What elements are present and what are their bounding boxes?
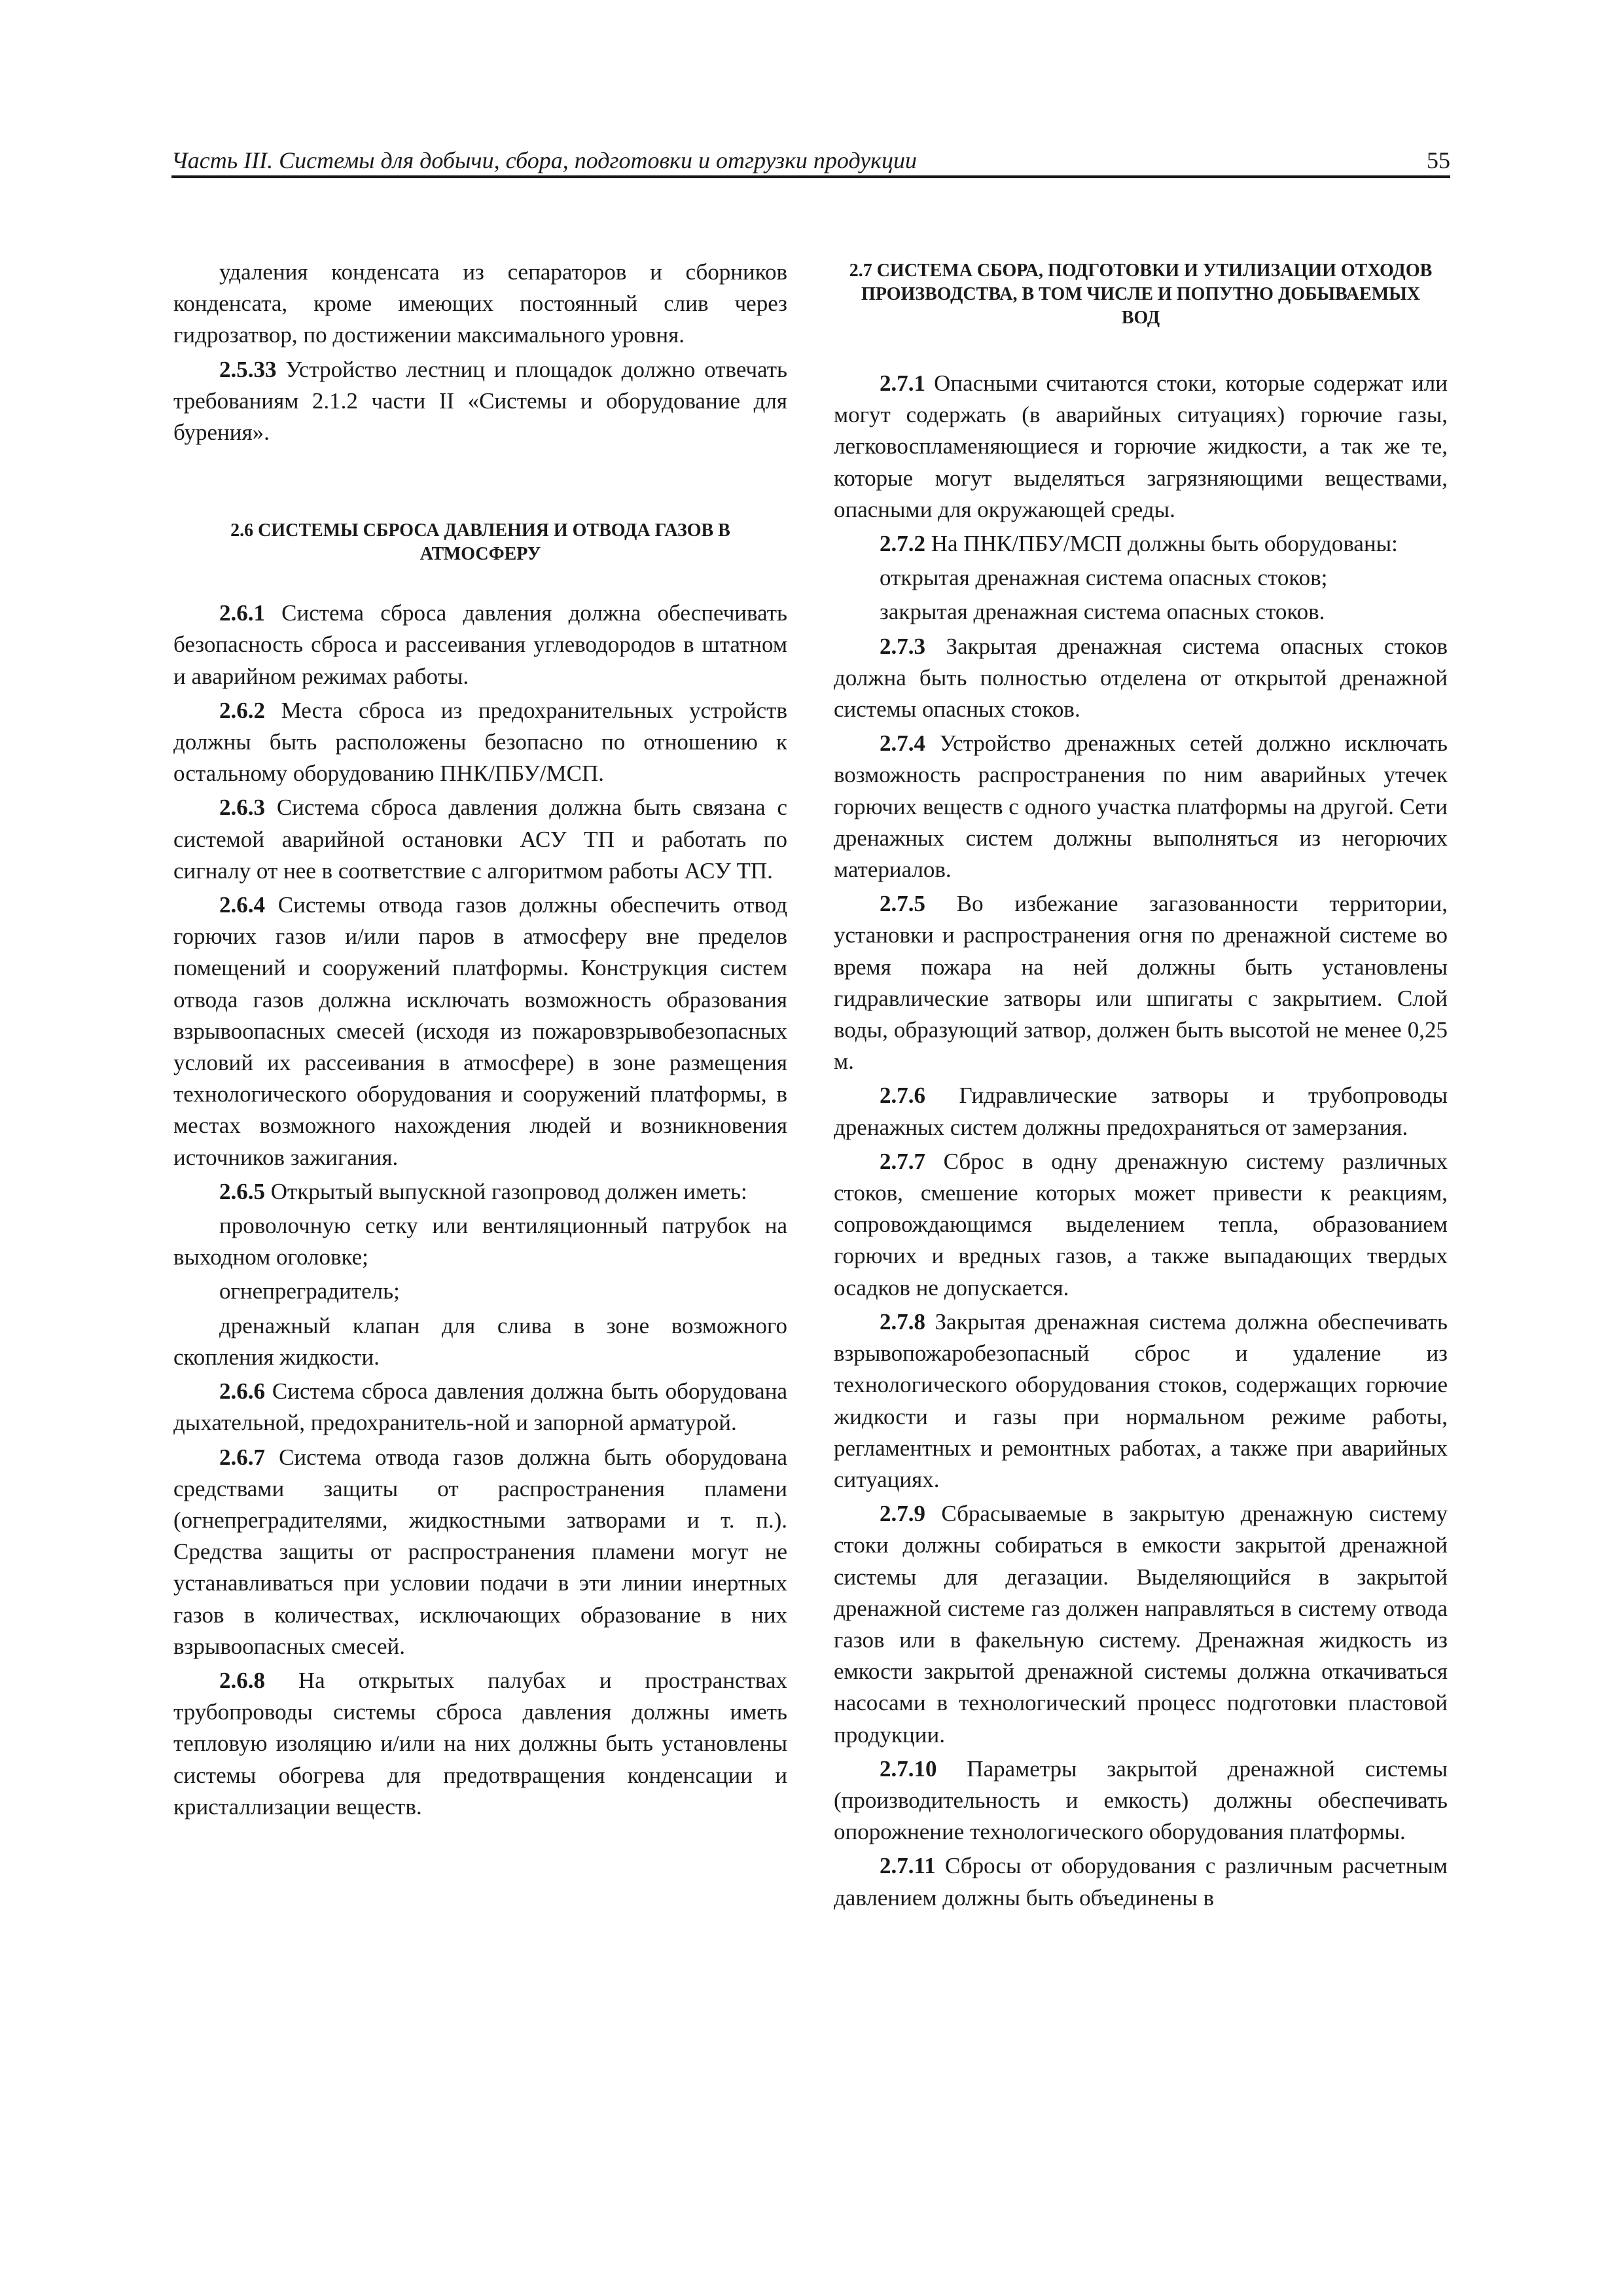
paragraph-2-7-5: 2.7.5 Во избежание загазованности территории, установки и распространения огня по дренажной системе во время пожара на ней должны быть установлены гидравлические затворы или шпигаты с закрытием. Слой воды, образующий затвор, должен быть высотой не менее 0,25 м. (834, 891, 1448, 1075)
paragraph-2-6-5: 2.6.5 Открытый выпускной газопровод должен иметь: (219, 1178, 747, 1204)
paragraph-2-6-7: 2.6.7 Система отвода газов должна быть оборудована средствами защиты от распространения пламени (огнепреградителями, жидкостными затворами и т. п.). Средства защиты от распространения пламени могут не устанавливаться при условии подачи в эти линии инертных газов в количествах, исключающих образование в них взрывоопасных смесей. (173, 1444, 787, 1659)
list-item: дренажный клапан для слива в зоне возможного скопления жидкости. (173, 1312, 787, 1370)
clause-number: 2.7.8 (880, 1308, 925, 1335)
paragraph: удаления конденсата из сепараторов и сборников конденсата, кроме имеющих постоянный слив через гидрозатвор, по достижении максимального уровня. (173, 259, 787, 348)
section-heading-2-6: 2.6 СИСТЕМЫ СБРОСА ДАВЛЕНИЯ И ОТВОДА ГАЗОВ В АТМОСФЕРУ (230, 520, 730, 565)
paragraph-2-6-2: 2.6.2 Места сброса из предохранительных устройств должны быть расположены безопасно по отношению к остальному оборудованию ПНК/ПБУ/МСП. (173, 697, 787, 787)
running-header (171, 145, 1450, 178)
clause-number: 2.7.7 (880, 1148, 925, 1174)
right-column (834, 257, 1448, 1914)
paragraph-2-7-1: 2.7.1 Опасными считаются стоки, которые содержат или могут содержать (в аварийных ситуациях) горючие газы, легковоспламеняющиеся и горючие жидкости, а так же те, которые могут выделяться загрязняющими веществами, опасными для окружающей среды. (834, 370, 1448, 522)
clause-number: 2.6.3 (219, 795, 265, 821)
clause-number: 2.7.1 (880, 370, 925, 396)
paragraph-2-6-6: 2.6.6 Система сброса давления должна быть оборудована дыхательной, предохранитель-ной и запорной арматурой. (173, 1378, 787, 1436)
paragraph-2-6-8: 2.6.8 На открытых палубах и пространствах трубопроводы системы сброса давления должны иметь тепловую изоляцию и/или на них должны быть установлены системы обогрева для предотвращения конденсации и кристаллизации веществ. (173, 1667, 787, 1820)
paragraph-2-7-4: 2.7.4 Устройство дренажных сетей должно исключать возможность распространения по ним аварийных утечек горючих веществ с одного участка платформы на другой. Сети дренажных систем должны выполняться из негорючих материалов. (834, 730, 1448, 883)
paragraph-2-7-9: 2.7.9 Сбрасываемые в закрытую дренажную систему стоки должны собираться в емкости закрытой дренажной системы для дегазации. Выделяющийся в закрытой дренажной системе газ должен направляться в систему отвода газов или в факельную систему. Дренажная жидкость из емкости закрытой дренажной системы должна откачиваться насосами в технологический процесс подготовки пластовой продукции. (834, 1501, 1448, 1748)
paragraph-2-7-6: 2.7.6 Гидравлические затворы и трубопроводы дренажных систем должны предохраняться от замерзания. (834, 1083, 1448, 1140)
clause-number: 2.6.2 (219, 697, 265, 723)
paragraph-2-7-11: 2.7.11 Сбросы от оборудования с различным расчетным давлением должны быть объединены в (834, 1853, 1448, 1910)
clause-number: 2.6.6 (219, 1378, 265, 1405)
paragraph-2-5-33: 2.5.33 Устройство лестниц и площадок должно отвечать требованиям 2.1.2 части II «Системы и оборудование для бурения». (173, 356, 787, 446)
clause-number: 2.7.6 (880, 1083, 925, 1109)
clause-number: 2.6.4 (219, 892, 265, 918)
clause-number: 2.7.2 (880, 531, 925, 557)
clause-number: 2.6.7 (219, 1444, 265, 1470)
clause-number: 2.7.4 (880, 730, 925, 757)
paragraph-2-7-3: 2.7.3 Закрытая дренажная система опасных стоков должна быть полностью отделена от открытой дренажной системы опасных стоков. (834, 633, 1448, 723)
clause-number: 2.6.8 (219, 1667, 265, 1693)
clause-number: 2.7.11 (880, 1853, 936, 1879)
section-heading-2-7: 2.7 СИСТЕМА СБОРА, ПОДГОТОВКИ И УТИЛИЗАЦИИ ОТХОДОВ ПРОИЗВОДСТВА, В ТОМ ЧИСЛЕ И ПОПУТНО ДОБЫВАЕМЫХ ВОД (849, 260, 1433, 328)
clause-number: 2.6.5 (219, 1178, 265, 1204)
clause-number: 2.7.5 (880, 891, 925, 917)
paragraph-2-7-7: 2.7.7 Сброс в одну дренажную систему различных стоков, смешение которых может привести к реакциям, сопровождающимся выделением тепла, образованием горючих и вредных газов, а также выпадающих твердых осадков не допускается. (834, 1148, 1448, 1300)
clause-number: 2.7.9 (880, 1501, 925, 1527)
paragraph-2-6-1: 2.6.1 Система сброса давления должна обеспечивать безопасность сброса и рассеивания углеводородов в штатном и аварийном режимах работы. (173, 600, 787, 689)
list-item: огнепреградитель; (219, 1278, 400, 1304)
list-item: проволочную сетку или вентиляционный патрубок на выходном оголовке; (173, 1213, 787, 1270)
left-column (173, 257, 787, 1823)
running-header-title: Часть III. Системы для добычи, сбора, подготовки и отгрузки продукции (171, 147, 918, 173)
paragraph-2-6-4: 2.6.4 Системы отвода газов должны обеспечить отвод горючих газов и/или паров в атмосферу вне пределов помещений и сооружений платформы. Конструкция систем отвода газов должна исключать возможность образования взрывоопасных смесей (исходя из пожаровзрывобезопасных условий их рассеивания в атмосфере) в зоне размещения технологического оборудования и сооружений платформы, в местах возможного нахождения людей и возникновения источников зажигания. (173, 892, 787, 1170)
list-item: закрытая дренажная система опасных стоков. (880, 599, 1325, 625)
clause-number: 2.7.10 (880, 1755, 937, 1782)
paragraph-2-7-2: 2.7.2 На ПНК/ПБУ/МСП должны быть оборудованы: (880, 531, 1398, 557)
page-number: 55 (1427, 147, 1450, 173)
paragraph-2-7-8: 2.7.8 Закрытая дренажная система должна обеспечивать взрывопожаробезопасный сброс и удаление из технологического оборудования стоков, содержащих горючие жидкости и газы при нормальном режиме работы, регламентных и ремонтных работах, а также при аварийных ситуациях. (834, 1308, 1448, 1492)
clause-number: 2.7.3 (880, 633, 925, 659)
paragraph-2-7-10: 2.7.10 Параметры закрытой дренажной системы (производительность и емкость) должны обеспечивать опорожнение технологического оборудования платформы. (834, 1755, 1448, 1845)
paragraph-2-6-3: 2.6.3 Система сброса давления должна быть связана с системой аварийной остановки АСУ ТП и работать по сигналу от нее в соответствие с алгоритмом работы АСУ ТП. (173, 795, 787, 884)
clause-number: 2.5.33 (219, 356, 277, 382)
clause-number: 2.6.1 (219, 600, 265, 626)
list-item: открытая дренажная система опасных стоков; (880, 565, 1328, 591)
